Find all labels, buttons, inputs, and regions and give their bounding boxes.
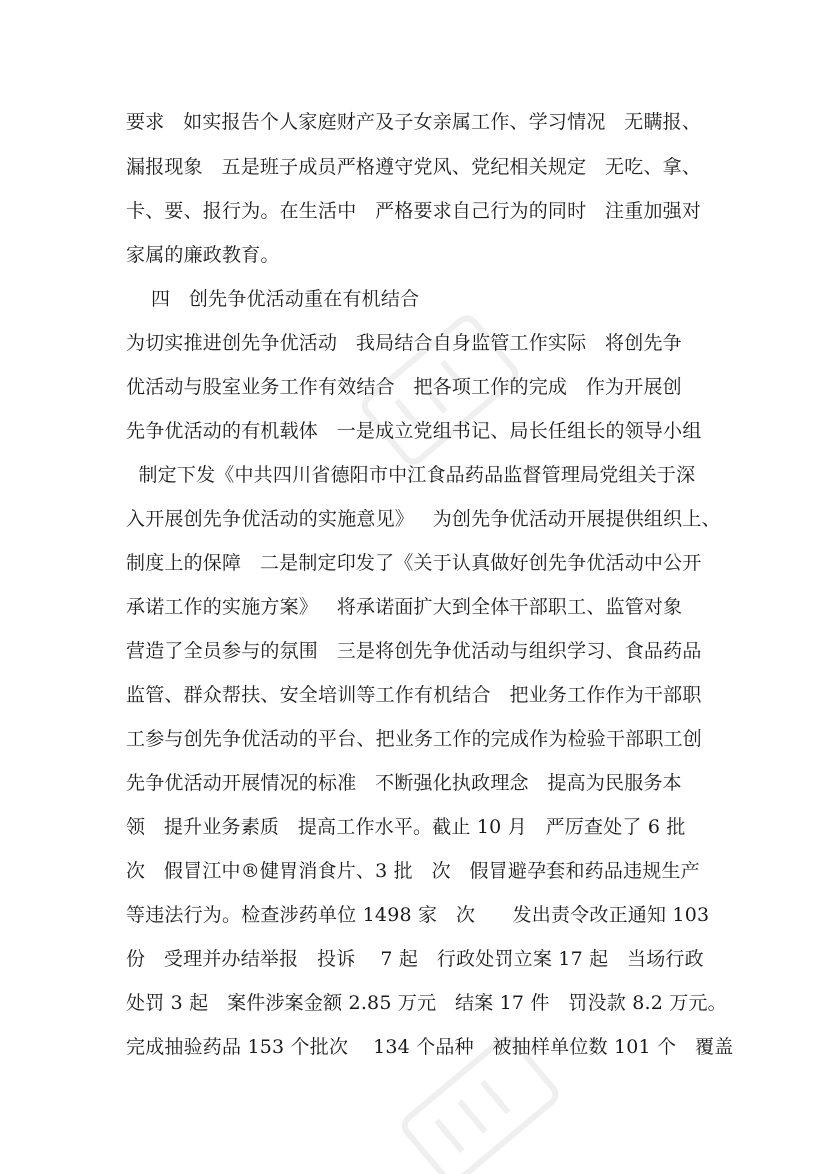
text-line: 漏报现象 五是班子成员严格遵守党风、党纪相关规定 无吃、拿、 — [126, 156, 702, 178]
text-line: 份 受理并办结举报 投诉 7 起 行政处罚立案 17 起 当场行政 — [126, 948, 704, 970]
text-line: 为切实推进创先争优活动 我局结合自身监管工作实际 将创先争 — [126, 332, 682, 354]
text-line: 制定下发《中共四川省德阳市中江食品药品监督管理局党组关于深 — [126, 464, 696, 486]
text-line: 次 假冒江中®健胃消食片、3 批 次 假冒避孕套和药品违规生产 — [126, 860, 700, 882]
text-line: 承诺工作的实施方案》 将承诺面扩大到全体干部职工、监管对象 — [126, 596, 683, 618]
text-line: 营造了全员参与的氛围 三是将创先争优活动与组织学习、食品药品 — [126, 640, 702, 662]
text-line: 家属的廉政教育。 — [126, 244, 280, 266]
text-line: 卡、要、报行为。在生活中 严格要求自己行为的同时 注重加强对 — [126, 200, 702, 222]
text-line: 入开展创先争优活动的实施意见》 为创先争优活动开展提供组织上、 — [126, 508, 721, 530]
text-line: 要求 如实报告个人家庭财产及子女亲属工作、学习情况 无瞒报、 — [126, 111, 702, 133]
section-heading: 四 创先争优活动重在有机结合 — [126, 288, 420, 310]
text-line: 完成抽验药品 153 个批次 134 个品种 被抽样单位数 101 个 覆盖 — [126, 1036, 734, 1058]
text-line: 先争优活动的有机载体 一是成立党组书记、局长任组长的领导小组 — [126, 420, 702, 442]
text-line: 先争优活动开展情况的标准 不断强化执政理念 提高为民服务本 — [126, 772, 682, 794]
text-line: 工参与创先争优活动的平台、把业务工作的完成作为检验干部职工创 — [126, 728, 703, 750]
text-line: 监管、群众帮扶、安全培训等工作有机结合 把业务工作作为干部职 — [126, 684, 702, 706]
text-line: 领 提升业务素质 提高工作水平。截止 10 月 严厉查处了 6 批 — [126, 816, 686, 838]
text-line: 等违法行为。检查涉药单位 1498 家 次 发出责令改正通知 103 — [126, 904, 710, 926]
text-line: 制度上的保障 二是制定印发了《关于认真做好创先争优活动中公开 — [126, 552, 702, 574]
text-line: 处罚 3 起 案件涉案金额 2.85 万元 结案 17 件 罚没款 8.2 万元。 — [126, 992, 727, 1014]
text-line: 优活动与股室业务工作有效结合 把各项工作的完成 作为开展创 — [126, 376, 682, 398]
watermark-icon — [370, 1000, 590, 1174]
